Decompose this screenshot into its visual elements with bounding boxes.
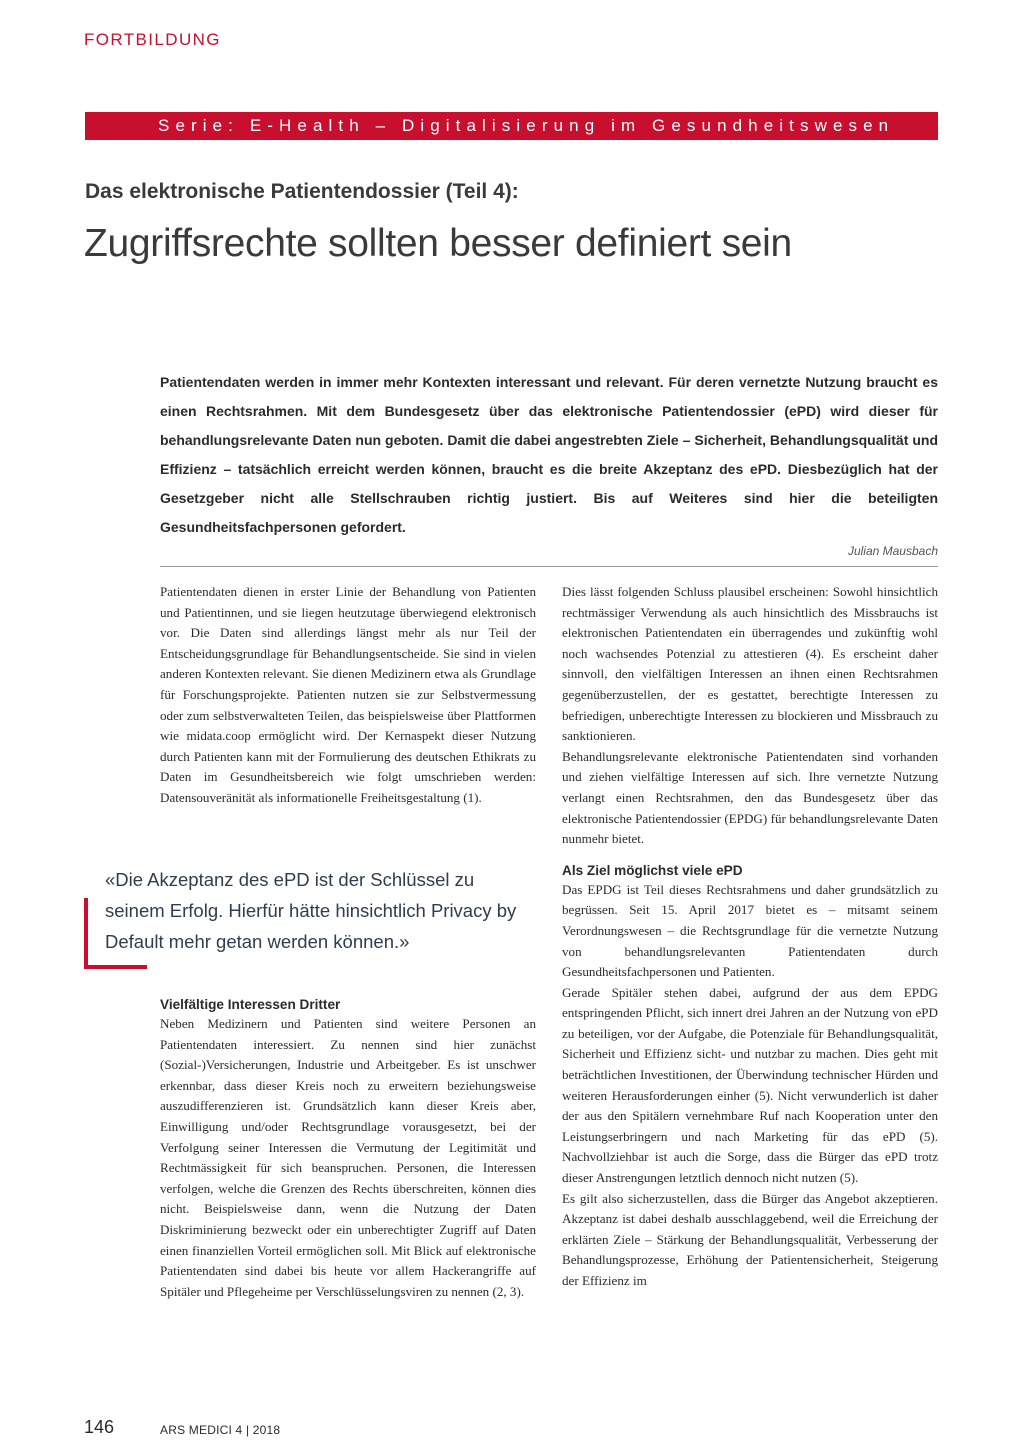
body-paragraph: Patientendaten dienen in erster Linie der Behandlung von Patienten und Patientinnen, und sie liegen heutzutage überwiegend elektronisch vor. Die Daten sind allerdings längst mehr als nur Teil der Entscheidungsgrundlage für Behandlungsentscheide. Sie sind in vielen anderen Kontexten relevant. Sie dienen Medizinern etwa als Grundlage für Forschungsprojekte. Patienten nutzen sie zur Selbstvermessung oder zum selbstverwalteten Teilen, das beispielsweise über Plattformen wie midata.coop ermöglicht wird. Der Kernaspekt dieser Nutzung durch Patienten kann mit der Formulierung des deutschen Ethikrats zu Daten im Gesundheitsbereich wie folgt umschrieben werden: Datensouveränität als informationelle Freiheitsgestaltung (1). [160, 584, 536, 805]
page-number: 146 [84, 1417, 115, 1437]
journal-issue: ARS MEDICI 4 | 2018 [160, 1423, 281, 1437]
section-heading: Vielfältige Interessen Dritter [160, 997, 341, 1012]
left-column-top [160, 582, 536, 809]
author-name: Julian Mausbach [847, 544, 938, 558]
body-paragraph: Es gilt also sicherzustellen, dass die Bürger das Angebot akzeptieren. Akzeptanz ist dabei deshalb ausschlaggebend, weil die Erreichung der erklärten Ziele – Stärkung der Behandlungsqualität, Verbesserung der Behandlungsprozesse, Erhöhung der Patientensicherheit, Steigerung der Effizienz im [562, 1190, 938, 1288]
body-paragraph: Gerade Spitäler stehen dabei, aufgrund der aus dem EPDG entspringenden Pflicht, sich innert drei Jahren an der Nutzung von ePD zu beteiligen, vor der Aufgabe, die Potenziale für Behandlungsqualität, Sicherheit und Effizienz sicht- und nutzbar zu machen. Dies geht mit beträchtlichen Investitionen, der Überwindung technischer Hürden und weiteren Herausforderungen einher (5). Nicht verwunderlich ist daher der aus den Spitälern vernehmbare Ruf nach Kooperation unter den Leistungserbringern und nach Marketing für das ePD (5). Nachvollziehbar ist auch die Sorge, dass die Bürger das ePD trotz dieser Anstrengungen letztlich dennoch nicht nutzen (5). [562, 984, 938, 1186]
series-title: Serie: E-Health – Digitalisierung im Gesundheitswesen [158, 116, 895, 135]
article-kicker: Das elektronische Patientendossier (Teil 4): [85, 180, 519, 203]
article-lead: Patientendaten werden in immer mehr Kontexten interessant und relevant. Für deren vernetzte Nutzung braucht es einen Rechtsrahmen. Mit dem Bundesgesetz über das elektronische Patientendossier (ePD) wird dieser für behandlungsrelevante Daten nun geboten. Damit die dabei angestrebten Ziele – Sicherheit, Behandlungsqualität und Effizienz – tatsächlich erreicht werden können, braucht es die breite Akzeptanz des ePD. Diesbezüglich hat der Gesetzgeber nicht alle Stellschrauben richtig justiert. Bis auf Weiteres sind hier die beteiligten Gesundheitsfachpersonen gefordert. [160, 374, 938, 535]
body-paragraph: Das EPDG ist Teil dieses Rechtsrahmens und daher grundsätzlich zu begrüssen. Seit 15. April 2017 bietet es – mitsamt seinem Verordnungswesen – die Rechtsgrundlage für die vernetzte Nutzung von behandlungsrelevanten Patientendaten durch Gesundheitsfachpersonen und Patienten. [562, 881, 938, 980]
quote-bracket-vertical [84, 898, 88, 969]
body-paragraph: Behandlungsrelevante elektronische Patientendaten sind vorhanden und ziehen vielfältige Interessen auf sich. Ihre vernetzte Nutzung verlangt einen Rechtsrahmen, den das Bundesgesetz über das elektronische Patientendossier (EPDG) für behandlungsrelevante Daten nunmehr bietet. [562, 748, 938, 847]
pull-quote [84, 864, 524, 969]
section-label: FORTBILDUNG [84, 30, 221, 49]
pull-quote-text: «Die Akzeptanz des ePD ist der Schlüssel zu seinem Erfolg. Hierfür hätte hinsichtlich Privacy by Default mehr getan werden können.» [105, 869, 517, 952]
quote-bracket-horizontal [84, 965, 147, 969]
section-heading: Als Ziel möglichst viele ePD [562, 862, 743, 878]
left-column-bottom [160, 996, 536, 1302]
article-title: Zugriffsrechte sollten besser definiert sein [84, 222, 792, 265]
series-banner [85, 112, 938, 140]
body-paragraph: Dies lässt folgenden Schluss plausibel erscheinen: Sowohl hinsichtlich rechtmässiger Verwendung als auch hinsichtlich des Missbrauchs ist elektronischen Patientendaten ein überragendes und zukünftig wohl noch wachsendes Potenzial zu attestieren (4). Es erscheint daher sinnvoll, den vielfältigen Interessen an ihnen einen Rechtsrahmen gegenüberzustellen, der es gestattet, berechtigte Interessen zu befriedigen, unberechtigte Interessen zu blockieren und Missbrauch zu sanktionieren. [562, 584, 938, 744]
right-column [562, 582, 938, 1292]
body-paragraph: Neben Medizinern und Patienten sind weitere Personen an Patientendaten interessiert. Zu nennen sind hier zunächst (Sozial-)Versicherungen, Industrie und Arbeitgeber. Es ist unschwer erkennbar, dass dieser Kreis noch zu erweitern beziehungsweise auszudifferenzieren ist. Grundsätzlich kann dieser Kreis aber, Einwilligung und/oder Rechtsgrundlage vorausgesetzt, bei der Verfolgung seiner Interessen die Vermutung der Legitimität und Rechtmässigkeit für sich beanspruchen. Personen, die Interessen verfolgen, welche die Grenzen des Rechts überschreiten, können dies nicht. Beispielsweise dann, wenn die Nutzung der Daten Diskriminierung bezweckt oder ein unberechtigter Zugriff auf Daten einen finanziellen Vorteil ermöglichen soll. Mit Blick auf elektronische Patientendaten sind dabei bis heute vor allem Hackerangriffe auf Spitäler und Pflegeheime per Verschlüsselungsviren zu nennen (2, 3). [160, 1016, 536, 1299]
lead-divider [160, 566, 938, 567]
